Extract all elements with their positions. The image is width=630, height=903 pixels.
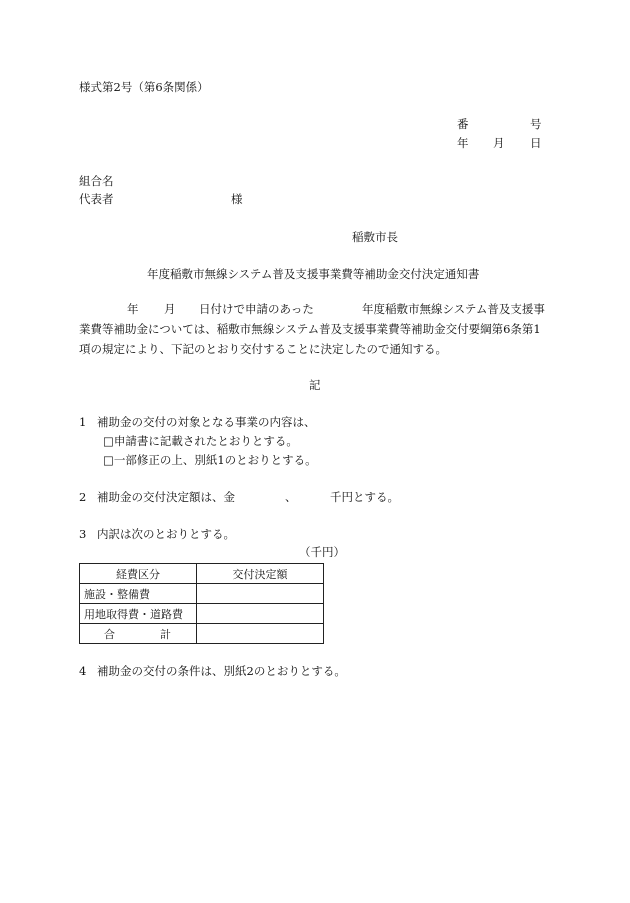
number-char-ban: 番 <box>457 117 469 131</box>
row-amount-total <box>197 624 324 644</box>
table-row <box>80 584 324 604</box>
header-decided-amount: 交付決定額 <box>197 564 324 584</box>
header-expense-category: 経費区分 <box>80 564 197 584</box>
body-month-char: 月 <box>164 302 176 316</box>
date-char-day: 日 <box>530 136 542 150</box>
union-name-label: 組合名 <box>79 174 114 188</box>
item1-text: 補助金の交付の対象となる事業の内容は、 <box>97 415 316 429</box>
item1-option-partial-revision: □一部修正の上、別紙1のとおりとする。 <box>103 453 317 467</box>
total-char-go: 合 <box>104 627 115 641</box>
document-title: 年度稲敷市無線システム普及支援事業費等補助金交付決定通知書 <box>147 267 480 281</box>
item1-option-as-applied: □申請書に記載されたとおりとする。 <box>103 434 298 448</box>
date-char-year: 年 <box>457 136 469 150</box>
item1-number: 1 <box>79 415 87 429</box>
representative-label: 代表者 <box>79 192 114 206</box>
item2-text: 補助金の交付決定額は、金 <box>97 490 235 504</box>
total-char-kei: 計 <box>160 627 171 641</box>
item2-number: 2 <box>79 490 87 504</box>
row-label-facility: 施設・整備費 <box>80 584 197 604</box>
body-year-char: 年 <box>127 302 139 316</box>
item4-text: 補助金の交付の条件は、別紙2のとおりとする。 <box>97 664 346 678</box>
expense-breakdown-table <box>79 563 324 644</box>
table-row <box>80 604 324 624</box>
date-char-month: 月 <box>493 136 505 150</box>
item4-number: 4 <box>79 664 87 678</box>
item2-comma: 、 <box>285 490 297 504</box>
table-header-row <box>80 564 324 584</box>
form-label: 様式第2号（第6条関係） <box>79 80 209 94</box>
item3-number: 3 <box>79 527 87 541</box>
item2-tail: 千円とする。 <box>330 490 399 504</box>
body-line1-tail: 年度稲敷市無線システム普及支援事 <box>362 302 545 316</box>
table-unit: （千円） <box>299 545 345 559</box>
ki-heading: 記 <box>309 378 321 392</box>
row-label-land-road: 用地取得費・道路費 <box>80 604 197 624</box>
row-label-total <box>80 624 197 644</box>
body-line1-rest: 日付けで申請のあった <box>199 302 314 316</box>
item3-text: 内訳は次のとおりとする。 <box>97 527 235 541</box>
body-line2: 業費等補助金については、稲敷市無線システム普及支援事業費等補助金交付要綱第6条第1 <box>79 322 541 336</box>
row-amount-facility <box>197 584 324 604</box>
table-total-row <box>80 624 324 644</box>
issuer-mayor: 稲敷市長 <box>352 230 398 244</box>
honorific-sama: 様 <box>231 192 243 206</box>
row-amount-land-road <box>197 604 324 624</box>
body-line3: 項の規定により、下記のとおり交付することに決定したので通知する。 <box>79 342 447 356</box>
number-char-go: 号 <box>530 117 542 131</box>
